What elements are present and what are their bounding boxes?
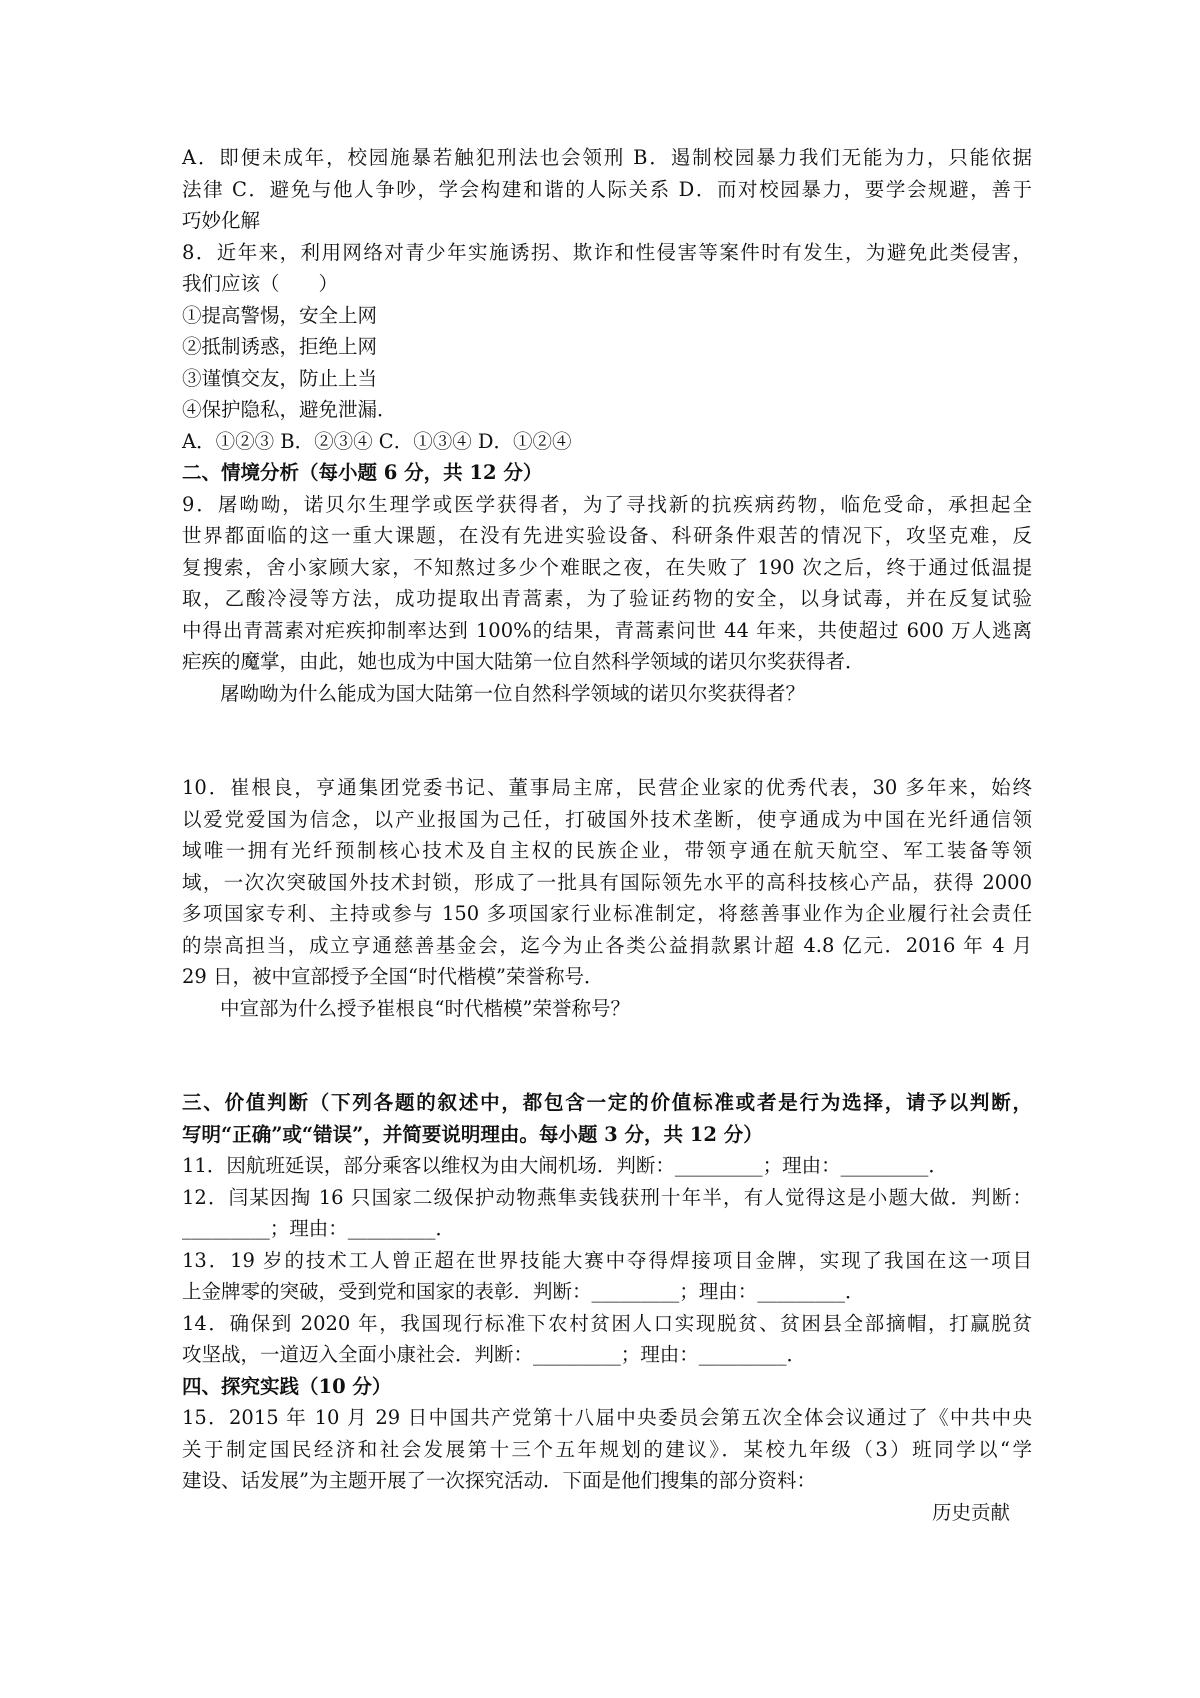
text-line: 多项国家专利、主持或参与 150 多项国家行业标准制定，将慈善事业作为企业履行社会责任 xyxy=(182,902,1032,925)
question-12 xyxy=(182,1182,1032,1245)
answer-options: A．①②③ B．②③④ C．①③④ D．①②④ xyxy=(182,429,572,453)
text-line: 9．屠呦呦，诺贝尔生理学或医学获得者，为了寻找新的抗疾病药物，临危受命，承担起全 xyxy=(182,492,1032,516)
question-8 xyxy=(182,237,1032,458)
list-item: ①提高警惕，安全上网 xyxy=(182,303,378,327)
question-14 xyxy=(182,1308,1032,1371)
question-9 xyxy=(182,489,1032,710)
answer-space xyxy=(182,1024,1032,1087)
text-line: 13．19 岁的技术工人曾正超在世界技能大赛中夺得焊接项目金牌，实现了我国在这一项目 xyxy=(182,1248,1032,1272)
table-caption: 历史贡献 xyxy=(931,1500,1010,1524)
section-4-heading: 四、探究实践（10 分） xyxy=(182,1374,392,1398)
text-line: 世界都面临的这一重大课题，在没有先进实验设备、科研条件艰苦的情况下，攻坚克难，反 xyxy=(182,524,1032,547)
section-title-line: 三、价值判断（下列各题的叙述中，都包含一定的价值标准或者是行为选择，请予以判断， xyxy=(182,1091,1032,1114)
text-line: 以爱党爱国为信念，以产业报国为己任，打破国外技术垄断，使亨通成为中国在光纤通信领 xyxy=(182,807,1032,831)
section-title-line: 写明“正确”或“错误”，并简要说明理由。每小题 3 分，共 12 分） xyxy=(182,1122,763,1146)
list-item: ③谨慎交友，防止上当 xyxy=(182,366,378,390)
text-line: 法律 C．避免与他人争吵，学会构建和谐的人际关系 D．而对校园暴力，要学会规避，善于 xyxy=(182,177,1032,201)
text-line: 疟疾的魔掌，由此，她也成为中国大陆第一位自然科学领域的诺贝尔奖获得者． xyxy=(182,650,865,673)
list-item: ④保护隐私，避免泄漏． xyxy=(182,398,397,421)
text-line: 域唯一拥有光纤预制核心技术及自主权的民族企业，带领亨通在航天航空、军工装备等领 xyxy=(182,839,1032,862)
text-line: 的崇高担当，成立亨通慈善基金会，迄今为止各类公益捐款累计超 4.8 亿元．2016 年 4 月 xyxy=(182,933,1032,957)
text-line: 上金牌零的突破，受到党和国家的表彰．判断：_________；理由：_________． xyxy=(182,1280,865,1303)
q7-options xyxy=(182,142,1032,237)
question-13 xyxy=(182,1245,1032,1308)
question-prompt: 中宣部为什么授予崔根良“时代楷模”荣誉称号？ xyxy=(220,996,630,1020)
text-line: 建设、话发展”为主题开展了一次探究活动．下面是他们搜集的部分资料： xyxy=(182,1469,816,1492)
text-line: 14．确保到 2020 年，我国现行标准下农村贫困人口实现脱贫、贫困县全部摘帽，打赢脱贫 xyxy=(182,1311,1032,1335)
question-stem: 我们应该（ ） xyxy=(182,272,339,295)
text-line: 10．崔根良，亨通集团党委书记、董事局主席，民营企业家的优秀代表，30 多年来，始终 xyxy=(182,776,1032,799)
text-line: A．即便未成年，校园施暴若触犯刑法也会领刑 B．遏制校园暴力我们无能为力，只能依据 xyxy=(182,146,1032,169)
text-line: _________；理由：_________． xyxy=(182,1217,456,1240)
question-prompt: 屠呦呦为什么能成为国大陆第一位自然科学领域的诺贝尔奖获得者？ xyxy=(220,681,806,705)
text-line: 攻坚战，一道迈入全面小康社会．判断：_________；理由：_________． xyxy=(182,1343,807,1366)
text-line: 复搜索，舍小家顾大家，不知熬过多少个难眠之夜，在失败了 190 次之后，终于通过低温提 xyxy=(182,555,1032,579)
question-stem: 8．近年来，利用网络对青少年实施诱拐、欺诈和性侵害等案件时有发生，为避免此类侵害， xyxy=(182,240,1032,264)
text-line: 12．闫某因掏 16 只国家二级保护动物燕隼卖钱获刑十年半，有人觉得这是小题大做．判断： xyxy=(182,1185,1032,1209)
text-line: 关于制定国民经济和社会发展第十三个五年规划的建议》．某校九年级（3）班同学以“学 xyxy=(182,1437,1032,1461)
question-10 xyxy=(182,772,1032,1024)
list-item: ②抵制诱惑，拒绝上网 xyxy=(182,335,378,358)
text-line: 巧妙化解 xyxy=(182,209,261,232)
question-11 xyxy=(182,1150,1032,1182)
text-line: 中得出青蒿素对疟疾抑制率达到 100%的结果，青蒿素问世 44 年来，共使超过 600 万人逃离 xyxy=(182,618,1032,642)
text-line: 11．因航班延误，部分乘客以维权为由大闹机场．判断：_________；理由：_________． xyxy=(182,1154,948,1177)
answer-space xyxy=(182,709,1032,772)
section-2-heading: 二、情境分析（每小题 6 分，共 12 分） xyxy=(182,461,543,484)
text-line: 取，乙酸冷浸等方法，成功提取出青蒿素，为了验证药物的安全，以身试毒，并在反复试验 xyxy=(182,587,1032,610)
exam-page xyxy=(182,142,1032,1528)
section-3-heading xyxy=(182,1087,1032,1150)
text-line: 29 日，被中宣部授予全国“时代楷模”荣誉称号． xyxy=(182,965,604,988)
text-line: 15．2015 年 10 月 29 日中国共产党第十八届中央委员会第五次全体会议通过了《中共中央 xyxy=(182,1406,1032,1429)
question-15 xyxy=(182,1402,1032,1528)
text-line: 域，一次次突破国外技术封锁，形成了一批具有国际领先水平的高科技核心产品，获得 2000 xyxy=(182,870,1032,894)
